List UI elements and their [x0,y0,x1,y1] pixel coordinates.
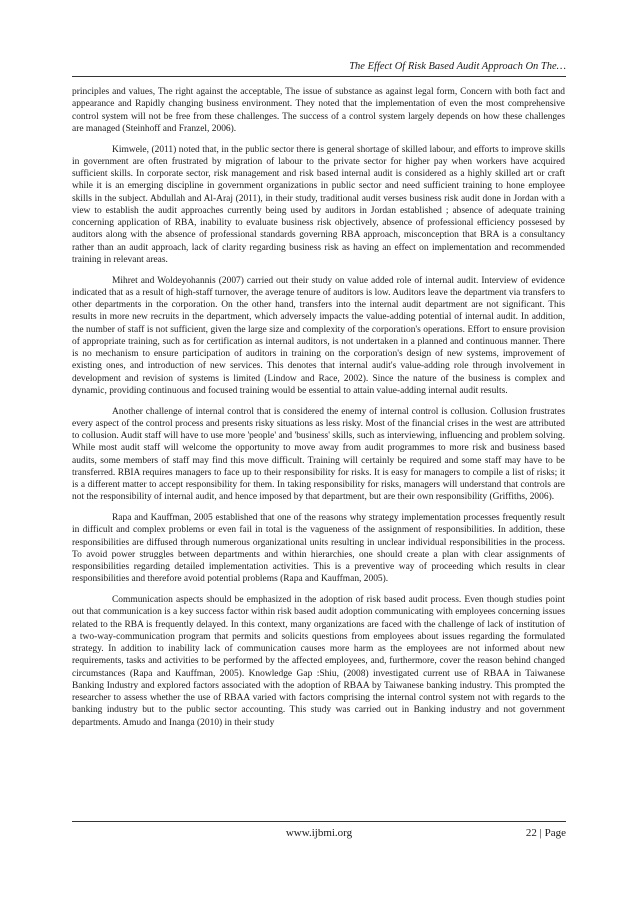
paragraph-kimwele: Kimwele, (2011) noted that, in the public sector there is general shortage of skilled labour, and efforts to improve skills in government are often frustrated by migration of labour to the private sector for higher pay when workers have acquired sufficient skills. In corporate sector, risk management and risk based internal audit is considered as a highly skilled art or craft while it is an emerging discipline in government organizations in public sector and need sufficient training to hone employee skills in the subject. Abdullah and Al-Araj (2011), in their study, traditional audit verses business risk audit done in Jordan with a view to establish the audit approaches currently being used by auditors in Jordan established ; absence of adequate training concerning application of RBA, inability to evaluate business risk objectively, absence of professional efficiency possesed by auditors along with the absence of professional standards governing RBA approach, misconception that BRA is a consultancy rather than an audit approach, lack of clarity regarding business risk as having an effect on implementation and recommended training in relevant areas. [72,144,565,265]
header-divider [72,76,566,77]
body-text [72,86,565,818]
paragraph-rapa: Rapa and Kauffman, 2005 established that one of the reasons why strategy implementation processes frequently result in difficult and complex problems or even fail in total is the vagueness of the assignment of responsibilities. In addition, these responsibilities are diffused through numerous organizational units resulting in unclear individual responsibilities in the process. To avoid power struggles between departments and within hierarchies, one should create a plan with clear assignments of responsibilities regarding detailed implementation activities. This is a preventive way of proceeding which results in clear responsibilities and therefore avoid potential problems (Rapa and Kauffman, 2005). [72,513,565,585]
paragraph-mihret: Mihret and Woldeyohannis (2007) carried out their study on value added role of internal audit. Interview of evidence indicated that as a result of high-staff turnover, the average tenure of auditors is low. Auditors leave the department via transfers to other departments in the corporation. On the other hand, transfers into the internal audit department are not significant. This results in more new recruits in the department, which adversely impacts the value-adding potential of internal audit. In addition, the number of staff is not sufficient, given the large size and complexity of the corporation's operations. Effort to ensure provision of appropriate training, such as for certification as internal auditors, is not undertaken in a planned and continuous manner. There is no mechanism to ensure participation of auditors in training on the corporation's design of new systems, improvement of existing ones, and introduction of new services. This denotes that internal audit's value-adding role through involvement in development and revision of systems is limited (Lindow and Race, 2002). Since the nature of the business is complex and dynamic, providing continuous and focused training would be essential to attain value-adding internal audit results. [72,275,565,396]
paragraph-continued: principles and values, The right against the acceptable, The issue of substance as against legal form, Concern with both fact and appearance and Rapidly changing business environment. They noted that the implementation of even the most comprehensive control system will not be free from these challenges. The success of a control system largely depends on how these challenges are managed (Steinhoff and Franzel, 2006). [72,87,565,134]
paragraph-communication: Communication aspects should be emphasized in the adoption of risk based audit process. Even though studies point out that communication is a key success factor within risk based audit adoption communicating with employees concerning issues related to the RBA is frequently delayed. In this context, many organizations are faced with the challenge of lack of institution of a two-way-communication program that permits and solicits questions from employees about issues regarding the formulated strategy. In addition to inability lack of communication causes more harm as the employees are not informed about new requirements, tasks and activities to be performed by the affected employees, and, furthermore, cover the reason behind changed circumstances (Rapa and Kauffman, 2005). Knowledge Gap :Shiu, (2008) investigated current use of RBAA in Taiwanese Banking Industry and explored factors associated with the adoption of RBAA by Taiwanese banking industry. This prompted the researcher to assess whether the use of RBAA varied with factors comprising the internal control system not with regards to the banking industry but to the public sector accounting. This study was carried out in Banking industry and not government departments. Amudo and Inanga (2010) in their study [72,595,565,728]
footer-divider [72,821,566,822]
footer-url: www.ijbmi.org [285,827,353,839]
running-header-title: The Effect Of Risk Based Audit Approach On The… [349,61,566,72]
page-number: 22 | Page [525,827,566,839]
paragraph-collusion: Another challenge of internal control that is considered the enemy of internal control is collusion. Collusion frustrates every aspect of the control process and presents risky situations as less risky. Most of the financial crises in the west are attributed to collusion. Audit staff will have to use more 'people' and 'business' skills, such as interviewing, influencing and problem solving. While most audit staff will welcome the opportunity to move away from audit programmes to more risk and business based audits, some members of staff may find this move difficult. Training will certainly be required and some staff may have to be transferred. RBIA requires managers to face up to their responsibility for risks. It is easy for managers to compile a list of risks; it is a different matter to accept responsibility for them. In taking responsibility for risks, managers will understand that controls are not the responsibility of internal audit, and hence imposed by that department, but are their own responsibility (Griffiths, 2006). [72,406,565,503]
